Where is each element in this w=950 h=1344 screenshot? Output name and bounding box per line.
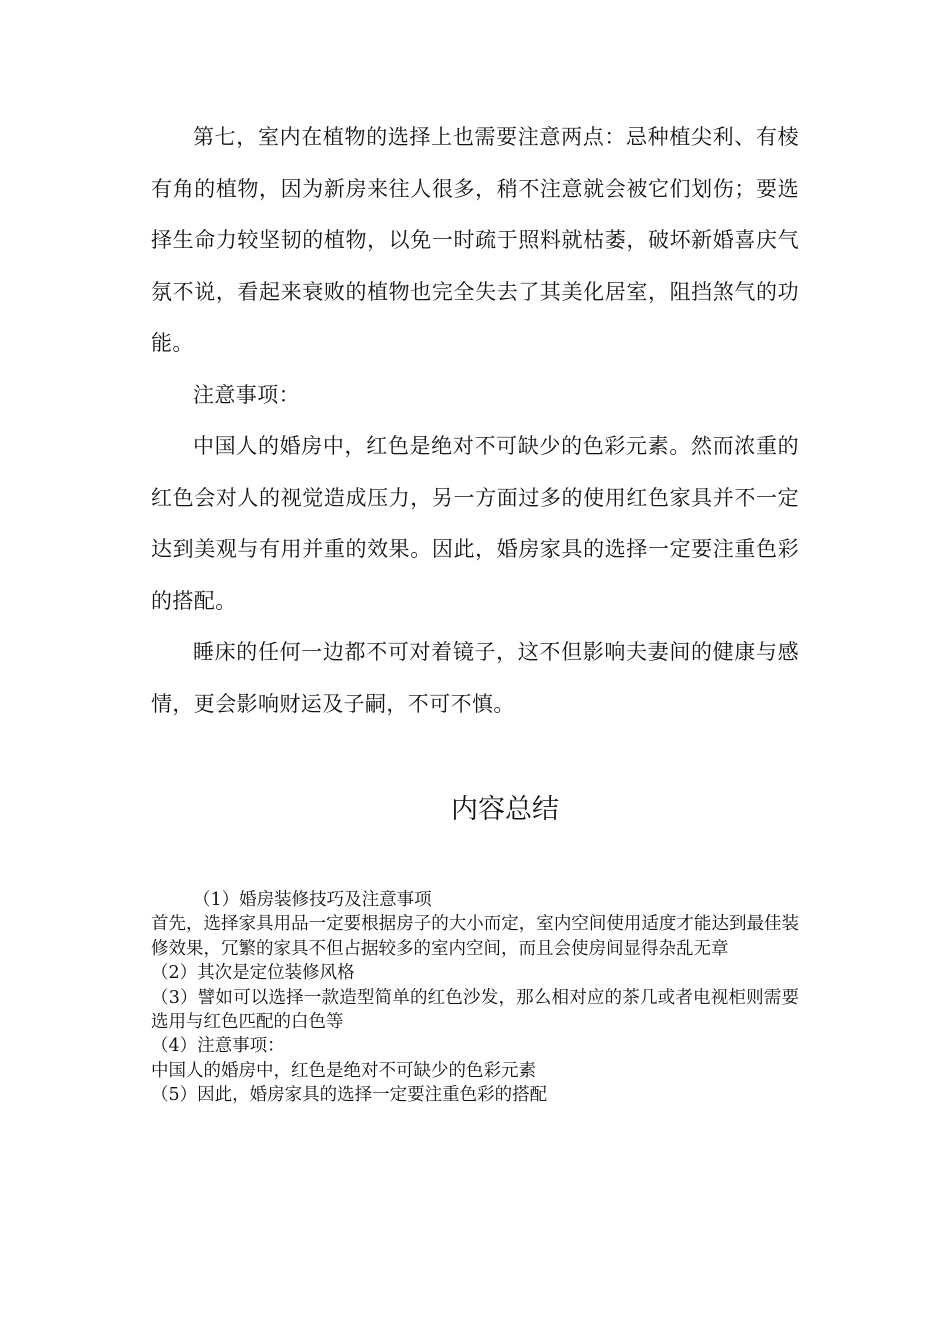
body-text: [151, 112, 799, 730]
summary-line-1: （1）婚房装修技巧及注意事项: [193, 890, 432, 910]
paragraph-plants: 第七，室内在植物的选择上也需要注意两点：忌种植尖利、有棱有角的植物，因为新房来往人很多，稍不注意就会被它们划伤；要选择生命力较坚韧的植物，以免一时疏于照料就枯萎，破坏新婚喜庆气氛不说，看起来衰败的植物也完全失去了其美化居室，阻挡煞气的功能。: [151, 125, 799, 355]
summary-line-7: （5）因此，婚房家具的选择一定要注重色彩的搭配: [151, 1085, 548, 1106]
paragraph-red-color: 中国人的婚房中，红色是绝对不可缺少的色彩元素。然而浓重的红色会对人的视觉造成压力，另一方面过多的使用红色家具并不一定达到美观与有用并重的效果。因此，婚房家具的选择一定要注重色彩的搭配。: [151, 434, 799, 613]
summary-line-2: 首先，选择家具用品一定要根据房子的大小而定，室内空间使用适度才能达到最佳装修效果，冗繁的家具不但占据较多的室内空间，而且会使房间显得杂乱无章: [151, 914, 799, 959]
summary-line-5: （4）注意事项：: [151, 1036, 285, 1057]
summary-line-3: （2）其次是定位装修风格: [151, 963, 355, 984]
paragraph-notes-heading: 注意事项：: [193, 382, 300, 407]
summary-title: 内容总结: [451, 794, 559, 825]
summary-list: [151, 888, 799, 1108]
summary-line-6: 中国人的婚房中，红色是绝对不可缺少的色彩元素: [151, 1060, 536, 1081]
paragraph-bed-mirror: 睡床的任何一边都不可对着镜子，这不但影响夫妻间的健康与感情，更会影响财运及子嗣，不可不慎。: [151, 640, 799, 716]
summary-line-4: （3）譬如可以选择一款造型简单的红色沙发，那么相对应的茶几或者电视柜则需要选用与红色匹配的白色等: [151, 987, 799, 1033]
